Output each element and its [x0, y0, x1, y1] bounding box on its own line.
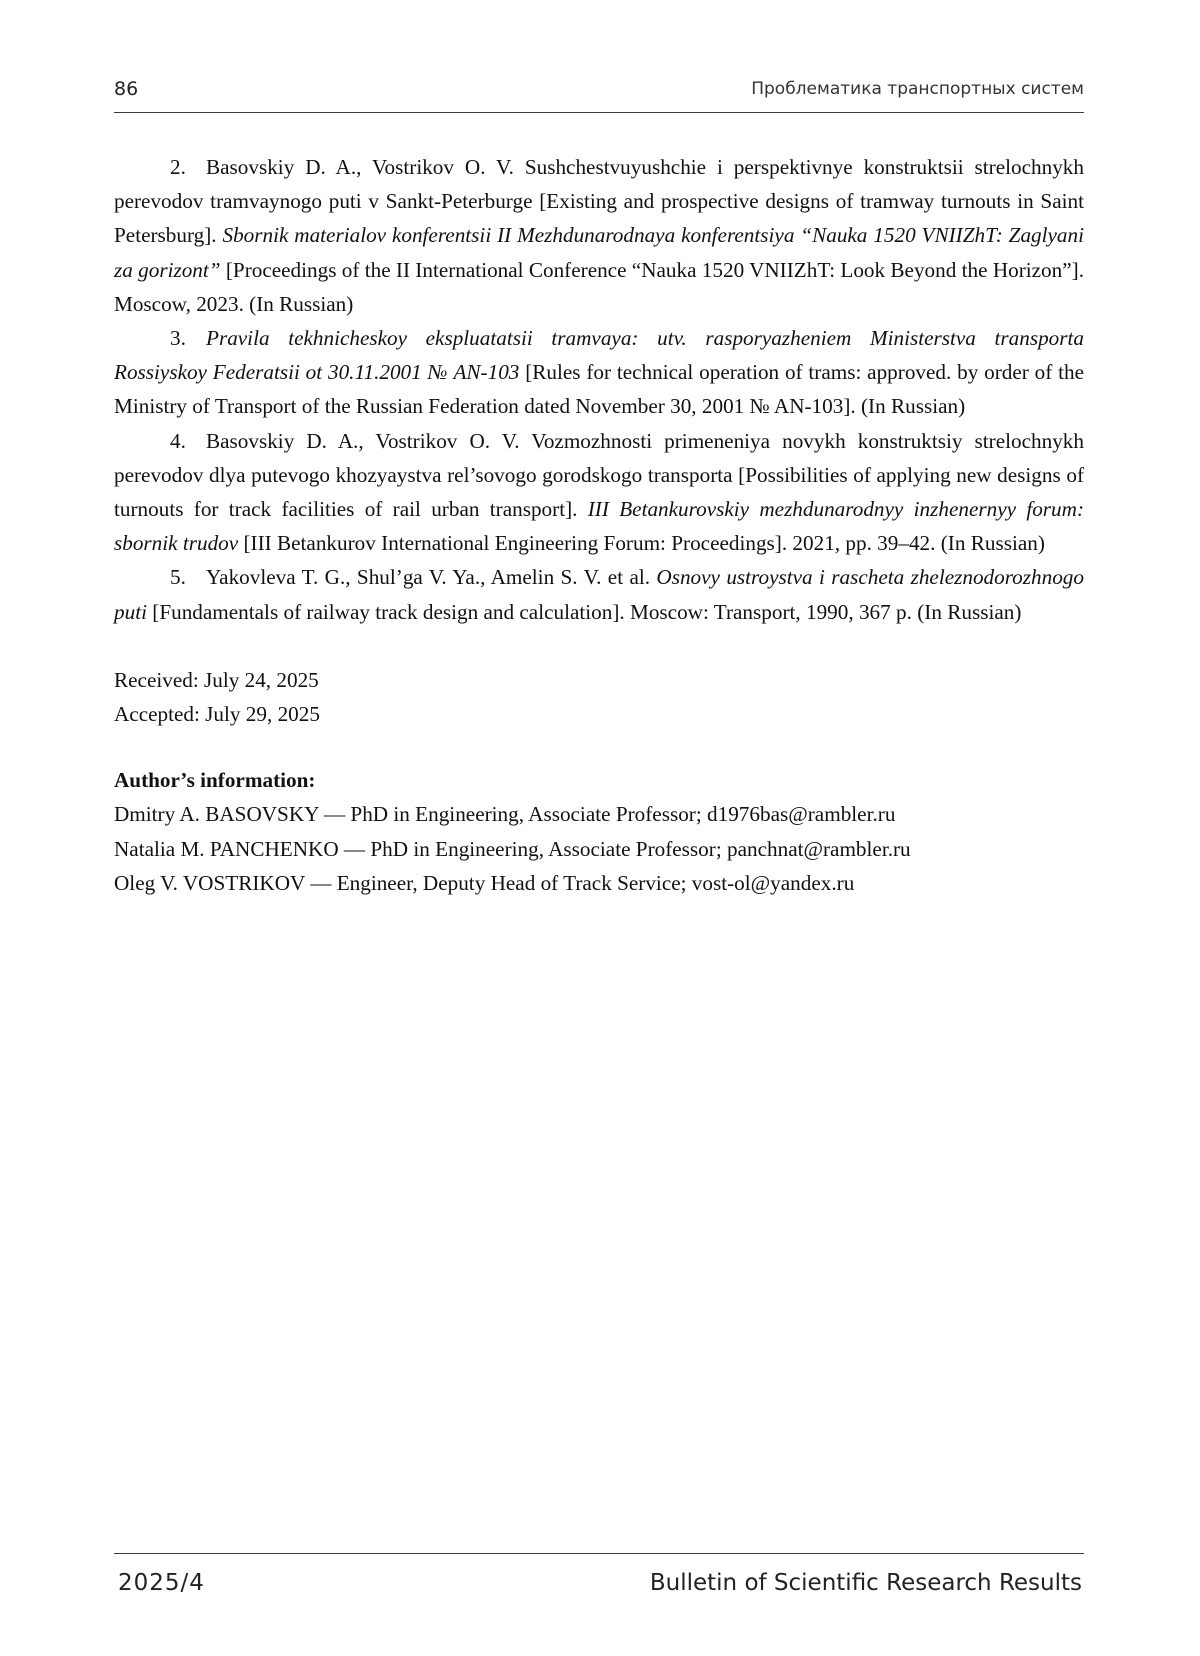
author-entry: Oleg V. VOSTRIKOV — Engineer, Deputy Head of Track Service; vost-ol@yandex.ru — [114, 870, 855, 895]
reference-text-tail: [Rules for technical operation of trams: approved. by order of the Ministry of Transport of the Russian Federation dated November 30, 2001 № AN-103]. (In Russian) — [114, 360, 1084, 419]
reference-title-italic: Sbornik materialov konferentsii II Mezhdunarodnaya konferentsiya “Nauka 1520 VNIIZhT: Zaglyani za gorizont” — [114, 223, 1085, 282]
author-entry: Natalia M. PANCHENKO — PhD in Engineering, Associate Professor; panchnat@rambler.ru — [114, 836, 911, 861]
reference-title-italic: Osnovy ustroystva i rascheta zheleznodorozhnogo puti — [114, 565, 1084, 624]
reference-title-italic: III Betankurovskiy mezhdunarodnyy inzhenernyy forum: sbornik trudov — [114, 497, 1084, 556]
reference-item — [114, 560, 1084, 628]
reference-text-tail: [III Betankurov International Engineering Forum: Proceedings]. 2021, pp. 39–42. (In Russian) — [238, 531, 1045, 556]
issue-number: 2025/4 — [118, 1570, 205, 1596]
author-information — [114, 763, 1084, 900]
reference-number: 3. — [170, 326, 186, 351]
page-body — [114, 150, 1084, 900]
running-title: Проблематика транспортных систем — [751, 79, 1084, 99]
reference-item — [114, 150, 1084, 321]
page-footer — [114, 1553, 1084, 1614]
reference-list — [114, 150, 1084, 629]
article-dates — [114, 663, 1084, 731]
reference-item — [114, 424, 1084, 561]
reference-number: 2. — [170, 155, 186, 179]
page-header — [114, 76, 1084, 113]
reference-text: Basovskiy D. A., Vostrikov O. V. Sushchestvuyushchie i perspektivnye konstruktsii strelochnykh perevodov tramvaynogo puti v Sankt-Peterburge [Existing and prospective designs of tramway turnouts in Saint Petersburg]. — [114, 155, 1084, 248]
author-entry: Dmitry A. BASOVSKY — PhD in Engineering, Associate Professor; d1976bas@rambler.ru — [114, 802, 896, 827]
accepted-date: Accepted: July 29, 2025 — [114, 702, 320, 727]
reference-text-tail: [Fundamentals of railway track design and calculation]. Moscow: Transport, 1990, 367 p. (In Russian) — [146, 599, 1022, 624]
reference-item — [114, 321, 1084, 424]
reference-text: Yakovleva T. G., Shul’ga V. Ya., Amelin S. V. et al. — [206, 565, 657, 590]
author-info-heading: Author’s information: — [114, 768, 316, 793]
reference-number: 4. — [170, 428, 186, 453]
received-date: Received: July 24, 2025 — [114, 667, 319, 692]
journal-name: Bulletin of Scientific Research Results — [649, 1570, 1082, 1596]
page-number: 86 — [114, 78, 139, 100]
reference-text-tail: [Proceedings of the II International Conference “Nauka 1520 VNIIZhT: Look Beyond the Horizon”]. Moscow, 2023. (In Russian) — [114, 257, 1084, 316]
reference-text: Basovskiy D. A., Vostrikov O. V. Vozmozhnosti primeneniya novykh konstruktsiy strelochnykh perevodov dlya putevogo khozyaystva rel’sovogo gorodskogo transporta [Possibilities of applying new designs of turnouts for track facilities of rail urban transport]. — [114, 428, 1084, 522]
reference-number: 5. — [170, 565, 186, 590]
reference-title-italic: Pravila tekhnicheskoy ekspluatatsii tramvaya: utv. rasporyazheniem Ministerstva transporta Rossiyskoy Federatsii ot 30.11.2001 № AN-103 — [114, 326, 1084, 385]
